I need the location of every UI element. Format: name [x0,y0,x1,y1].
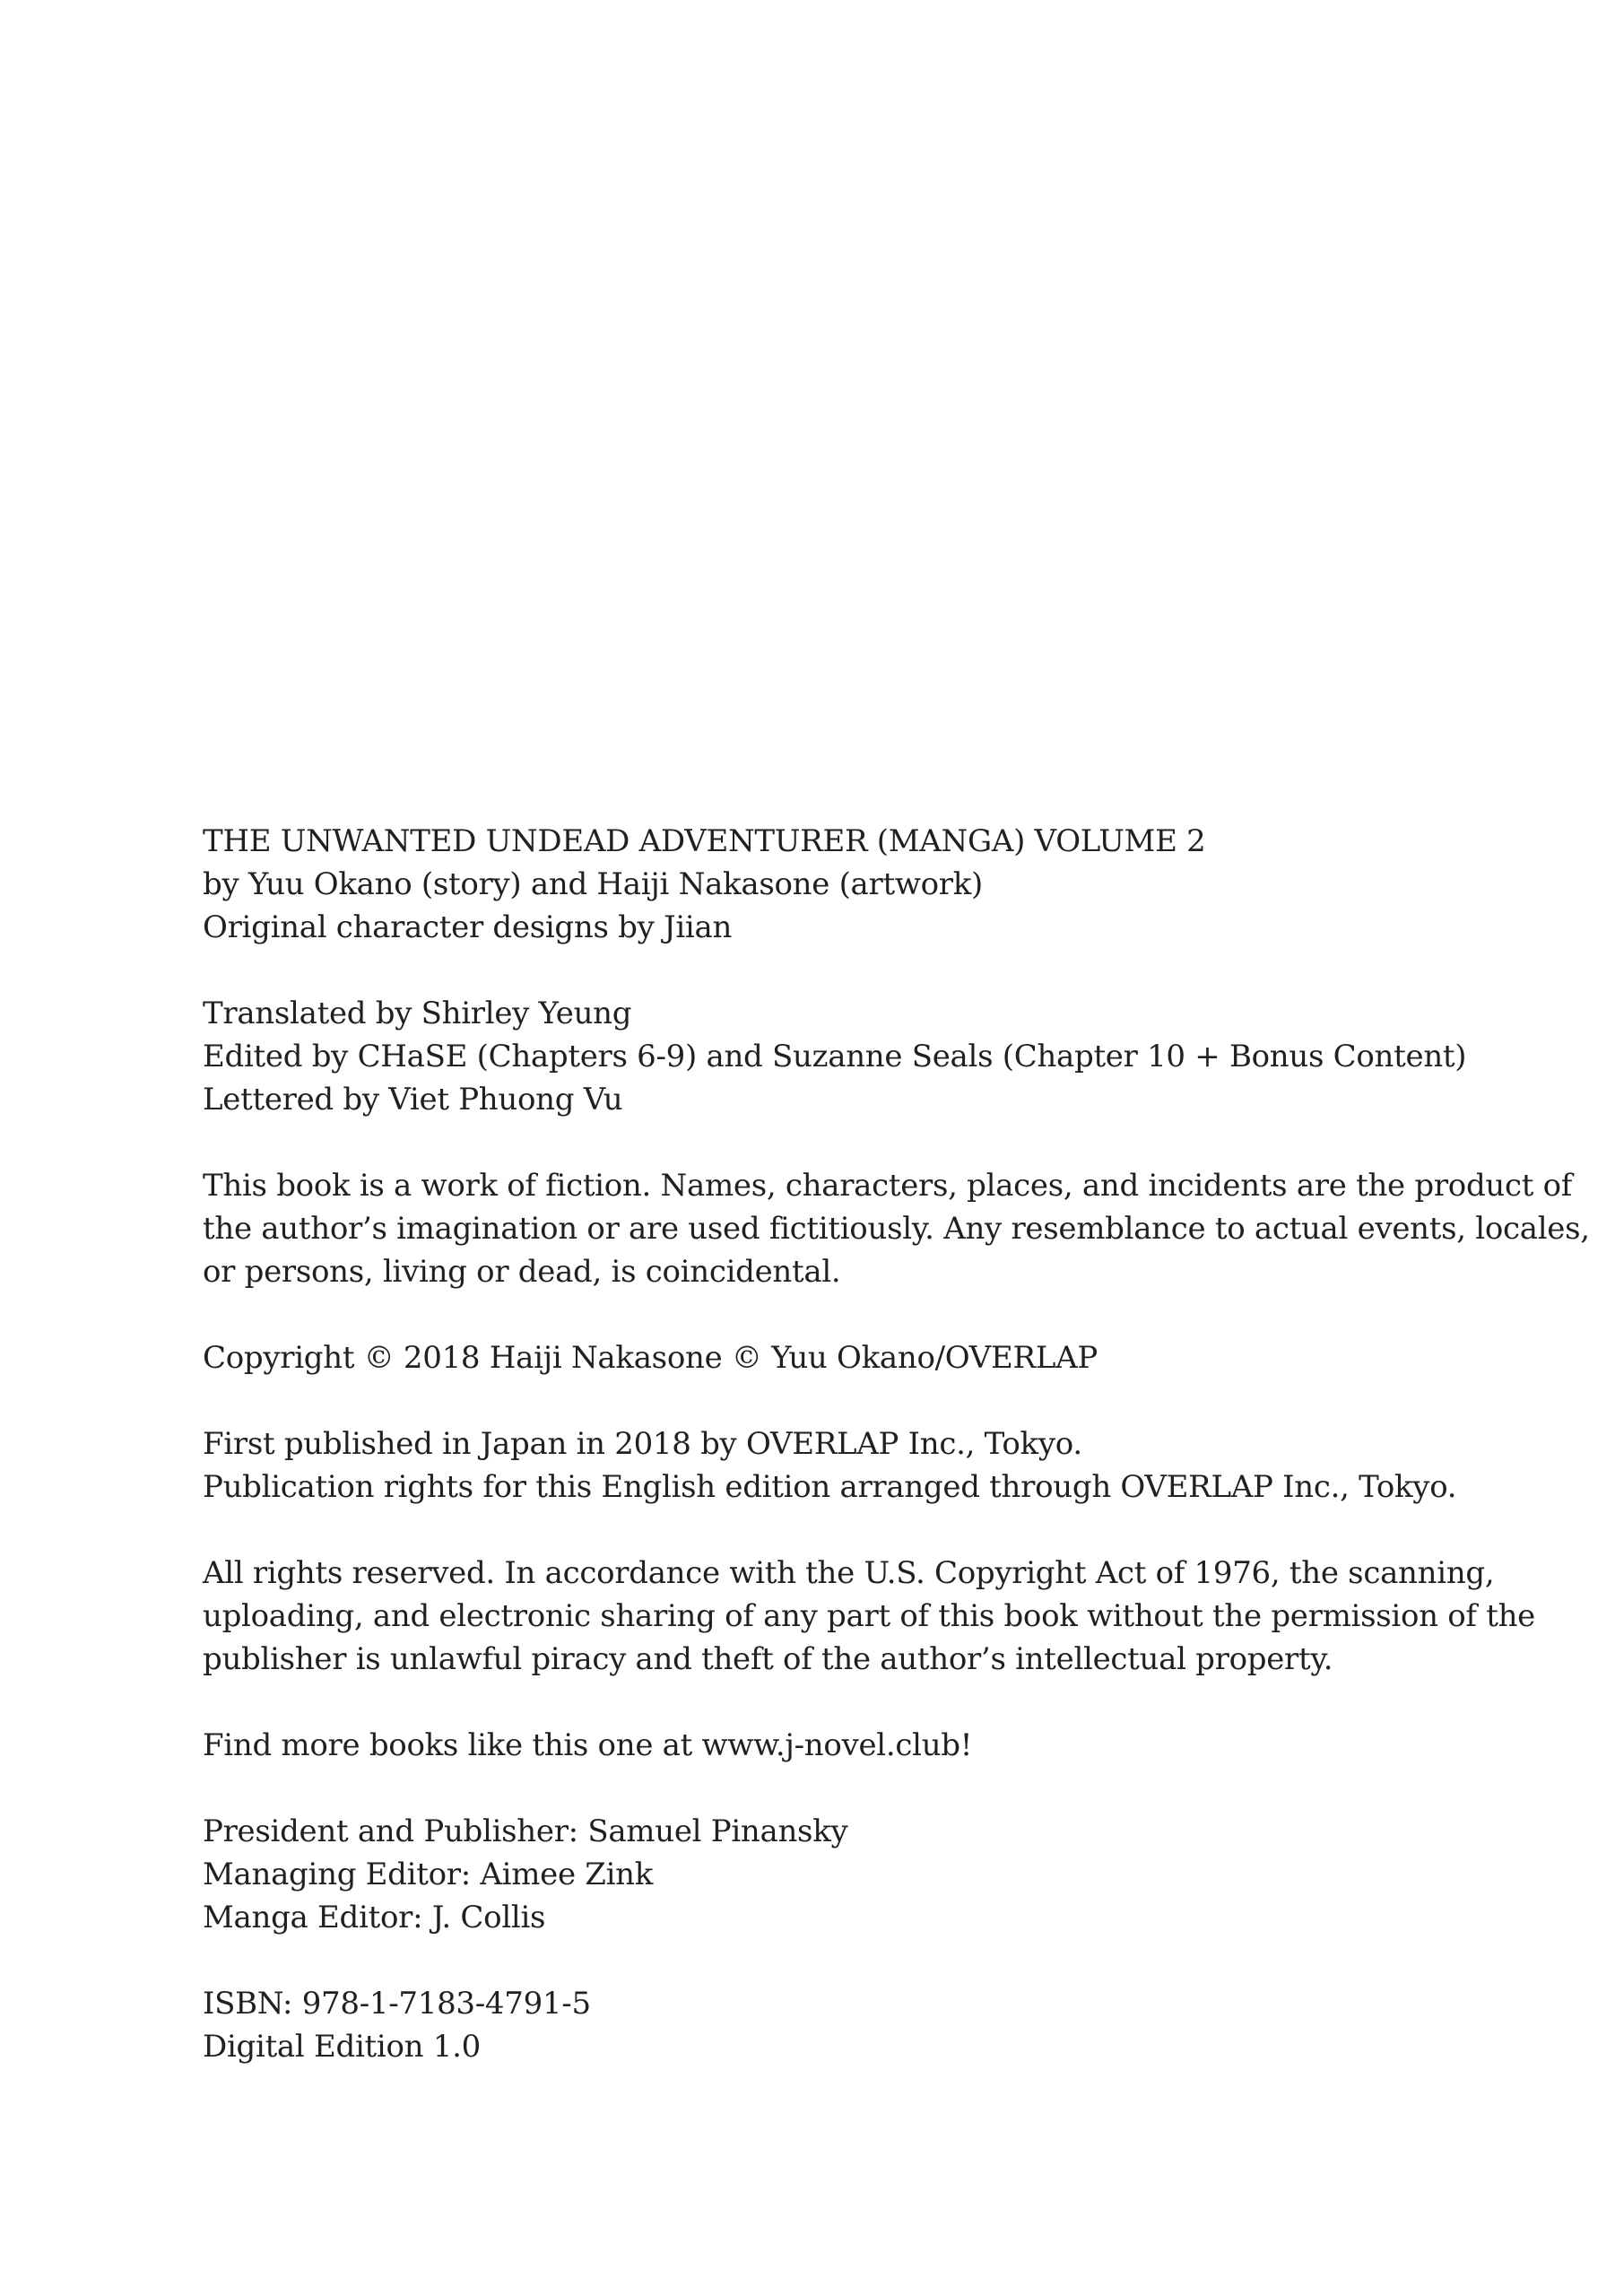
edition-paragraph [203,1982,1566,2068]
rights-notice-paragraph [203,1552,1566,1681]
president-line: President and Publisher: Samuel Pinansky [203,1813,848,1849]
rights-notice-line: All rights reserved. In accordance with the U.S. Copyright Act of 1976, the scanning, [203,1555,1495,1591]
isbn-line: ISBN: 978-1-7183-4791-5 [203,1986,591,2022]
copyright-line: Copyright © 2018 Haiji Nakasone © Yuu Okano/OVERLAP [203,1340,1098,1376]
fiction-notice-line: This book is a work of fiction. Names, characters, places, and incidents are the product of [203,1168,1573,1204]
digital-edition-line: Digital Edition 1.0 [203,2029,481,2065]
editors-line: Edited by CHaSE (Chapters 6-9) and Suzanne Seals (Chapter 10 + Bonus Content) [203,1039,1467,1074]
rights-notice-line: uploading, and electronic sharing of any part of this book without the permission of the [203,1598,1535,1634]
authors-line: by Yuu Okano (story) and Haiji Nakasone (artwork) [203,866,984,902]
manga-editor-line: Manga Editor: J. Collis [203,1900,546,1935]
publication-rights-line: Publication rights for this English edition arranged through OVERLAP Inc., Tokyo. [203,1469,1457,1505]
translator-line: Translated by Shirley Yeung [203,996,632,1031]
fiction-notice-line: or persons, living or dead, is coincidental. [203,1254,841,1290]
copyright-text-block [203,820,1590,2068]
book-title: THE UNWANTED UNDEAD ADVENTURER (MANGA) VOLUME 2 [203,823,1206,859]
publisher-staff-paragraph [203,1810,1566,1939]
fiction-notice-paragraph [203,1164,1590,1293]
publication-paragraph [203,1422,1566,1509]
letterer-line: Lettered by Viet Phuong Vu [203,1082,623,1118]
staff-paragraph [203,992,1566,1121]
fiction-notice-line: the author’s imagination or are used fictitiously. Any resemblance to actual events, locales, [203,1211,1590,1247]
credits-paragraph [203,820,1566,949]
copyright-paragraph [203,1336,1566,1379]
character-designs-line: Original character designs by Jiian [203,909,733,945]
rights-notice-line: publisher is unlawful piracy and theft of the author’s intellectual property. [203,1641,1333,1677]
managing-editor-line: Managing Editor: Aimee Zink [203,1857,654,1892]
first-published-line: First published in Japan in 2018 by OVERLAP Inc., Tokyo. [203,1426,1082,1462]
website-paragraph [203,1724,1566,1767]
website-line: Find more books like this one at www.j-novel.club! [203,1727,973,1763]
